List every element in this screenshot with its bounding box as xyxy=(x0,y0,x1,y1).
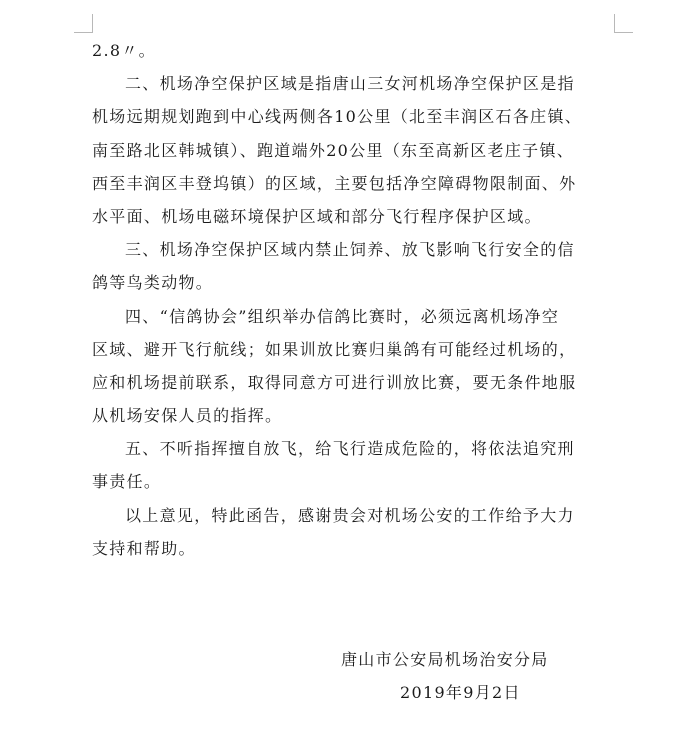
paragraph-4-line-4: 从机场安保人员的指挥。 xyxy=(92,406,283,426)
paragraph-5-line-2: 事责任。 xyxy=(92,472,162,492)
margin-corner-mark-top-right xyxy=(614,14,633,33)
paragraph-2-line-2: 机场远期规划跑到中心线两侧各10公里（北至丰润区石各庄镇、 xyxy=(92,107,583,127)
paragraph-continuation-line: 2.8〃。 xyxy=(92,41,156,60)
paragraph-2-line-1: 二、机场净空保护区域是指唐山三女河机场净空保护区是指 xyxy=(125,74,575,94)
paragraph-2-line-3: 南至路北区韩城镇）、跑道端外20公里（东至高新区老庄子镇、 xyxy=(92,140,575,160)
paragraph-3-line-1: 三、机场净空保护区域内禁止饲养、放飞影响飞行安全的信 xyxy=(125,240,575,260)
paragraph-6-line-1: 以上意见，特此函告，感谢贵会对机场公安的工作给予大力 xyxy=(125,505,575,525)
paragraph-2-line-5: 水平面、机场电磁环境保护区域和部分飞行程序保护区域。 xyxy=(92,206,542,226)
paragraph-3-line-2: 鸽等鸟类动物。 xyxy=(92,273,214,293)
signature-date: 2019年9月2日 xyxy=(400,683,521,702)
paragraph-4-line-3: 应和机场提前联系，取得同意方可进行训放比赛，要无条件地服 xyxy=(92,372,577,392)
margin-corner-mark-top-left xyxy=(74,14,93,33)
document-body xyxy=(92,34,614,565)
paragraph-4-line-2: 区域、避开飞行航线；如果训放比赛归巢鸽有可能经过机场的， xyxy=(92,339,577,359)
paragraph-5-line-1: 五、不听指挥擅自放飞，给飞行造成危险的，将依法追究刑 xyxy=(125,439,575,459)
signature-organization: 唐山市公安局机场治安分局 xyxy=(341,650,549,669)
paragraph-2-line-4: 西至丰润区丰登坞镇）的区域，主要包括净空障碍物限制面、外 xyxy=(92,173,577,193)
paragraph-4-line-1: 四、“信鸽协会”组织举办信鸽比赛时，必须远离机场净空 xyxy=(125,306,560,326)
paragraph-6-line-2: 支持和帮助。 xyxy=(92,538,196,558)
